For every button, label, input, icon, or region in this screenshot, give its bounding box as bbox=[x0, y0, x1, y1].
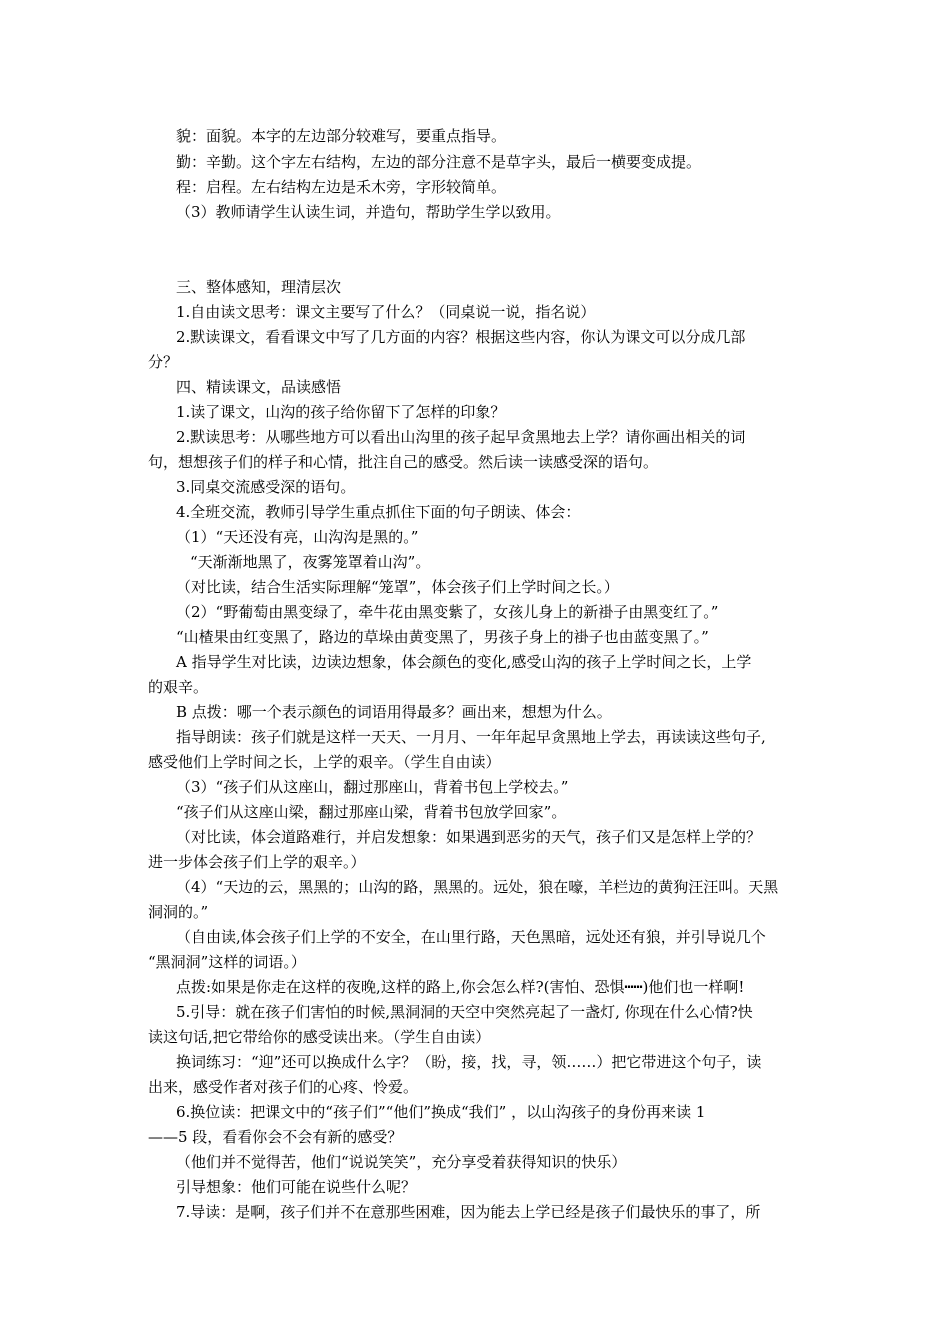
paragraph-line: 程：启程。左右结构左边是禾木旁，字形较简单。 bbox=[176, 178, 507, 196]
section-heading: 三、整体感知，理清层次 bbox=[176, 278, 342, 296]
paragraph-line: 句，想想孩子们的样子和心情，批注自己的感受。然后读一读感受深的语句。 bbox=[148, 453, 659, 471]
paragraph-line: 7.导读：是啊，孩子们并不在意那些困难，因为能去上学已经是孩子们最快乐的事了，所 bbox=[176, 1203, 761, 1221]
paragraph-line: 指导朗读：孩子们就是这样一天天、一月月、一年年起早贪黑地上学去，再读读这些句子, bbox=[176, 728, 766, 746]
paragraph-line: 点拨:如果是你走在这样的夜晚,这样的路上,你会怎么样?(害怕、恐惧┅┅)他们也一样啊! bbox=[176, 978, 745, 996]
paragraph-line: 1.读了课文，山沟的孩子给你留下了怎样的印象？ bbox=[176, 403, 506, 421]
paragraph-line: “天渐渐地黑了，夜雾笼罩着山沟”。 bbox=[190, 553, 431, 571]
paragraph-line: A 指导学生对比读，边读边想象，体会颜色的变化,感受山沟的孩子上学时间之长，上学 bbox=[176, 653, 752, 671]
section-heading: 四、精读课文，品读感悟 bbox=[176, 378, 342, 396]
paragraph-line: “黑洞洞”这样的词语。） bbox=[148, 953, 306, 971]
paragraph-line: B 点拨：哪一个表示颜色的词语用得最多？画出来，想想为什么。 bbox=[176, 703, 612, 721]
paragraph-line: （对比读，体会道路难行，并启发想象：如果遇到恶劣的天气，孩子们又是怎样上学的？ bbox=[176, 828, 762, 846]
paragraph-line: 2.默读思考：从哪些地方可以看出山沟里的孩子起早贪黑地去上学？请你画出相关的词 bbox=[176, 428, 746, 446]
paragraph-line: 出来，感受作者对孩子们的心疼、怜爱。 bbox=[148, 1078, 419, 1096]
paragraph-line: 分？ bbox=[148, 353, 179, 371]
paragraph-line: （3）教师请学生认读生词，并造句，帮助学生学以致用。 bbox=[176, 203, 561, 221]
paragraph-line: 引导想象：他们可能在说些什么呢？ bbox=[176, 1178, 417, 1196]
paragraph-line: 的艰辛。 bbox=[148, 678, 209, 696]
paragraph-line: 感受他们上学时间之长，上学的艰辛。（学生自由读） bbox=[148, 753, 501, 771]
paragraph-line: （自由读,体会孩子们上学的不安全，在山里行路，天色黑暗，远处还有狼，并引导说几个 bbox=[176, 928, 766, 946]
paragraph-line: “山楂果由红变黑了，路边的草垛由黄变黑了，男孩子身上的褂子也由蓝变黑了。” bbox=[176, 628, 709, 646]
paragraph-line: 洞洞的。” bbox=[148, 903, 209, 921]
paragraph-line: （2）“野葡萄由黑变绿了，牵牛花由黑变紫了，女孩儿身上的新褂子由黑变红了。” bbox=[176, 603, 719, 621]
paragraph-line: 换词练习：“迎”还可以换成什么字？（盼，接，找，寻，领……）把它带进这个句子，读 bbox=[176, 1053, 762, 1071]
paragraph-line: 勤：辛勤。这个字左右结构，左边的部分注意不是草字头，最后一横要变成提。 bbox=[176, 153, 702, 171]
paragraph-line: （1）“天还没有亮，山沟沟是黑的。” bbox=[176, 528, 419, 546]
paragraph-line: 1.自由读文思考：课文主要写了什么？（同桌说一说，指名说） bbox=[176, 303, 596, 321]
paragraph-line: 3.同桌交流感受深的语句。 bbox=[176, 478, 356, 496]
paragraph-line: （4）“天边的云，黑黑的；山沟的路，黑黑的。远处，狼在嚎，羊栏边的黄狗汪汪叫。天黑 bbox=[176, 878, 779, 896]
paragraph-line: （对比读，结合生活实际理解“笼罩”，体会孩子们上学时间之长。） bbox=[176, 578, 619, 596]
paragraph-line: 4.全班交流，教师引导学生重点抓住下面的句子朗读、体会： bbox=[176, 503, 581, 521]
paragraph-line: （3）“孩子们从这座山，翻过那座山，背着书包上学校去。” bbox=[176, 778, 569, 796]
paragraph-line: 进一步体会孩子们上学的艰辛。） bbox=[148, 853, 366, 871]
paragraph-line: （他们并不觉得苦，他们“说说笑笑”，充分享受着获得知识的快乐） bbox=[176, 1153, 627, 1171]
paragraph-line: “孩子们从这座山梁，翻过那座山梁，背着书包放学回家”。 bbox=[176, 803, 567, 821]
paragraph-line: 5.引导：就在孩子们害怕的时候,黑洞洞的天空中突然亮起了一盏灯, 你现在什么心情?快 bbox=[176, 1003, 753, 1021]
paragraph-line: 2.默读课文，看看课文中写了几方面的内容？根据这些内容，你认为课文可以分成几部 bbox=[176, 328, 746, 346]
paragraph-line: 6.换位读：把课文中的“孩子们”“他们”换成“我们” ，以山沟孩子的身份再来读 1 bbox=[176, 1103, 706, 1121]
paragraph-line: 貌：面貌。本字的左边部分较难写，要重点指导。 bbox=[176, 127, 507, 145]
paragraph-line: ——5 段，看看你会不会有新的感受？ bbox=[148, 1128, 403, 1146]
paragraph-line: 读这句话,把它带给你的感受读出来。（学生自由读） bbox=[148, 1028, 491, 1046]
